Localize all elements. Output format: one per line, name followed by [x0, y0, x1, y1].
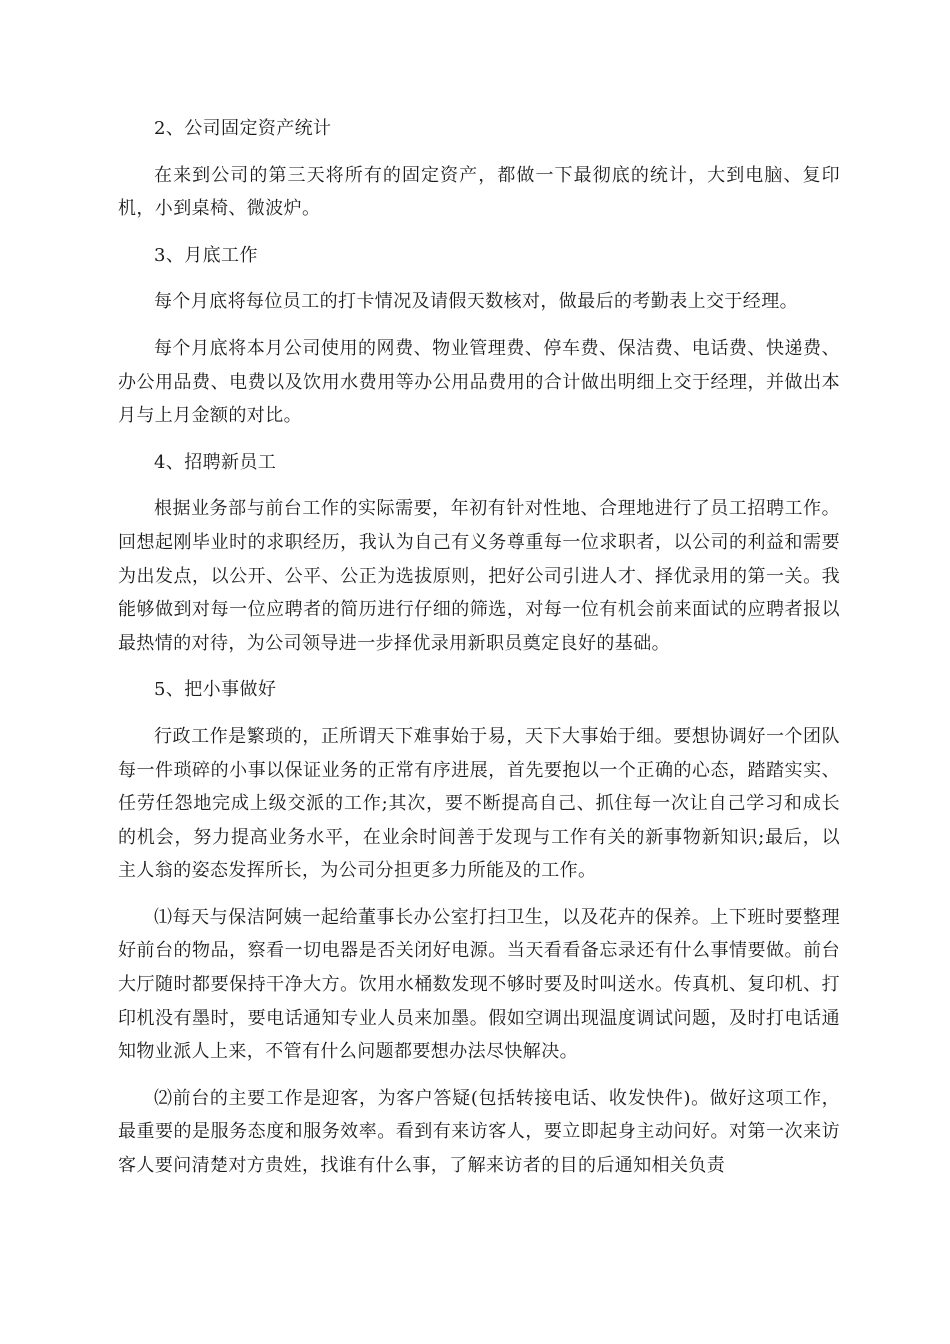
section-heading-2: 2、公司固定资产统计 — [154, 118, 332, 139]
document-page — [118, 112, 840, 1183]
paragraph-item-1: ⑴每天与保洁阿姨一起给董事长办公室打扫卫生，以及花卉的保养。上下班时要整理好前台的物品，察看一切电器是否关闭好电源。当天看看备忘录还有什么事情要做。前台大厅随时都要保持干净大方。饮用水桶数发现不够时要及时叫送水。传真机、复印机、打印机没有墨时，要电话通知专业人员来加墨。假如空调出现温度调试问题，及时打电话通知物业派人上来，不管有什么问题都要想办法尽快解决。 — [118, 906, 840, 1063]
paragraph-expenses: 每个月底将本月公司使用的网费、物业管理费、停车费、保洁费、电话费、快递费、办公用品费、电费以及饮用水费用等办公用品费用的合计做出明细上交于经理，并做出本月与上月金额的对比。 — [118, 337, 840, 427]
paragraph-recruitment: 根据业务部与前台工作的实际需要，年初有针对性地、合理地进行了员工招聘工作。回想起刚毕业时的求职经历，我认为自己有义务尊重每一位求职者，以公司的利益和需要为出发点，以公开、公平、公正为选拔原则，把好公司引进人才、择优录用的第一关。我能够做到对每一位应聘者的简历进行仔细的筛选，对每一位有机会前来面试的应聘者报以最热情的对待，为公司领导进一步择优录用新职员奠定良好的基础。 — [118, 498, 840, 654]
paragraph-attendance: 每个月底将每位员工的打卡情况及请假天数核对，做最后的考勤表上交于经理。 — [154, 291, 798, 313]
section-heading-5: 5、把小事做好 — [154, 679, 277, 701]
section-heading-3: 3、月底工作 — [154, 244, 258, 266]
paragraph-fixed-assets: 在来到公司的第三天将所有的固定资产，都做一下最彻底的统计，大到电脑、复印机，小到桌椅、微波炉。 — [118, 164, 840, 220]
paragraph-small-things: 行政工作是繁琐的，正所谓天下难事始于易，天下大事始于细。要想协调好一个团队每一件琐碎的小事以保证业务的正常有序进展，首先要抱以一个正确的心态，踏踏实实、任劳任怨地完成上级交派的工作;其次，要不断提高自己、抓住每一次让自己学习和成长的机会，努力提高业务水平，在业余时间善于发现与工作有关的新事物新知识;最后，以主人翁的姿态发挥所长，为公司分担更多力所能及的工作。 — [118, 725, 840, 882]
paragraph-item-2: ⑵前台的主要工作是迎客，为客户答疑(包括转接电话、收发快件)。做好这项工作，最重要的是服务态度和服务效率。看到有来访客人，要立即起身主动问好。对第一次来访客人要问清楚对方贵姓，找谁有什么事，了解来访者的目的后通知相关负责 — [118, 1087, 840, 1177]
section-heading-4: 4、招聘新员工 — [154, 451, 277, 473]
